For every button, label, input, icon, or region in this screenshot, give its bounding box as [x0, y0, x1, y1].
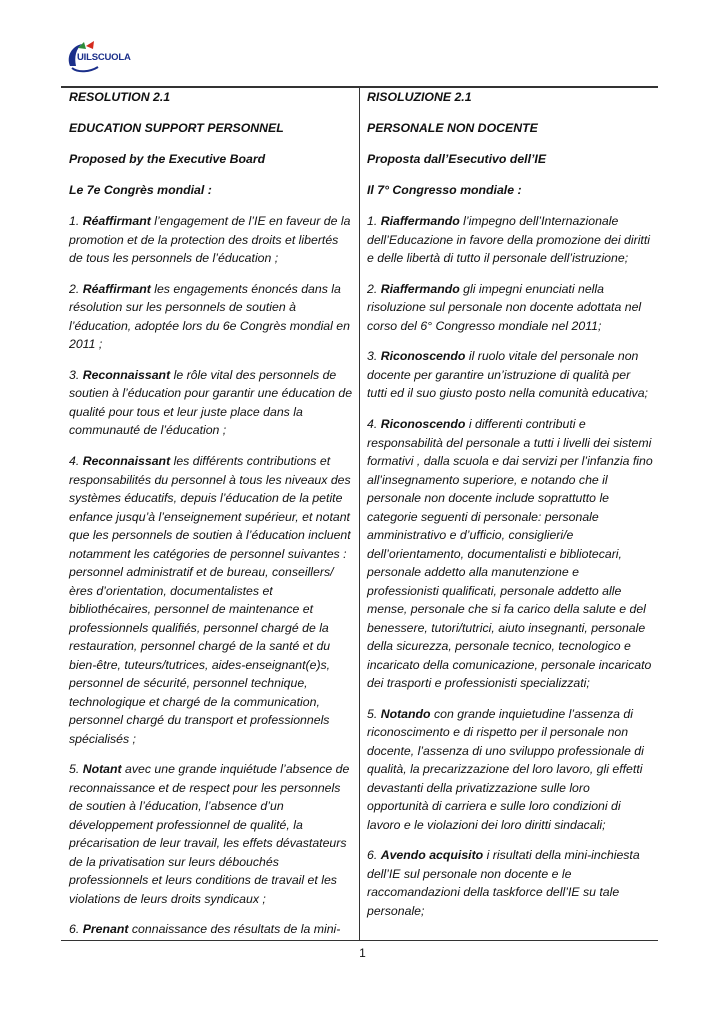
logo-text: UILSCUOLA	[77, 52, 131, 63]
italian-column	[367, 88, 653, 933]
congress-preamble: Il 7° Congresso mondiale :	[367, 183, 522, 197]
uilscuola-logo	[64, 40, 136, 74]
paragraph-6: 6. Avendo acquisito i risultati della mini-inchiesta dell’IE sul personale non docente e le raccomandazioni della taskforce dell’IE su tale personale;	[367, 848, 640, 918]
paragraph-2: 2. Réaffirmant les engagements énoncés dans la résolution sur les personnels de soutien à l’éducation, adoptée lors du 6e Congrès mondial en 2011 ;	[69, 281, 350, 352]
paragraph-4: 4. Reconnaissant les différents contributions et responsabilités du personnel à tous les niveaux des systèmes éducatifs, depuis l’éducation de la petite enfance jusqu’à l’enseignement supérieur, et notant que les personnels de soutien à l’éducation incluent notamment les catégories de personnel suivantes : personnel administratif et de bureau, conseillers/ères d’orientation, documentalistes et bibliothécaires, personnel de maintenance et professionnels qualifiés, personnel chargé de la restauration, personnel chargé de la santé et du bien-être, tuteurs/tutrices, aides-enseignant(e)s, personnel de sécurité, personnel technique, technologique et chargé de la communication, personnel chargé du transport et professionnels spécialisés ;	[69, 454, 351, 746]
resolution-number: RISOLUZIONE 2.1	[367, 90, 472, 104]
resolution-title: PERSONALE NON DOCENTE	[367, 121, 538, 135]
paragraph-1: 1. Réaffirmant l’engagement de l’IE en faveur de la promotion et de la protection des droits et libertés de tous les personnels de l’éducation ;	[69, 214, 351, 265]
resolution-proposer: Proposta dall’Esecutivo dell’IE	[367, 152, 547, 166]
resolution-title: EDUCATION SUPPORT PERSONNEL	[69, 121, 284, 135]
page-number: 1	[359, 946, 366, 960]
paragraph-1: 1. Riaffermando l’impegno dell’Internazionale dell’Educazione in favore della promozione dei diritti e delle libertà di tutto il personale dell’istruzione;	[367, 214, 650, 265]
paragraph-6: 6. Prenant connaissance des résultats de la mini-	[69, 922, 341, 937]
paragraph-4: 4. Riconoscendo i differenti contributi e responsabilità del personale a tutti i livelli dei sistemi formativi , dalla scuola e dai servizi per l’infanzia fino all’insegnamento superiore, e notando che il personale non docente include soprattutto le categorie seguenti di personale: personale amministrativo e d’ufficio, consiglieri/e dell’orientamento, documentalisti e bibliotecari, personale addetto alla manutenzione e professionisti qualificati, personale addetto alle mense, personale che si fa carico della salute e del benessere, tutori/tutrici, aiuto insegnanti, personale della sicurezza, personale tecnico, tecnologico e incaricato della comunicazione, personale incaricato dei trasporti e professionisti specializzati;	[367, 417, 653, 691]
paragraph-3: 3. Riconoscendo il ruolo vitale del personale non docente per garantire un’istruzione di qualità per tutti ed il suo giusto posto nella comunità educativa;	[367, 349, 648, 401]
french-column	[69, 88, 353, 951]
congress-preamble: Le 7e Congrès mondial :	[69, 183, 212, 197]
column-divider	[359, 86, 360, 941]
paragraph-5: 5. Notando con grande inquietudine l’assenza di riconoscimento e di rispetto per il personale non docente, l’assenza di uno sviluppo professionale di qualità, la precarizzazione del loro lavoro, gli effetti devastanti della privatizzazione sulle loro opportunità di carriera e sulle loro condizioni di lavoro e le violazioni dei loro diritti sindacali;	[367, 706, 644, 832]
paragraph-2: 2. Riaffermando gli impegni enunciati nella risoluzione sul personale non docente adottata nel corso del 6° Congresso mondiale nel 2011;	[367, 281, 642, 333]
paragraph-3: 3. Reconnaissant le rôle vital des personnels de soutien à l’éducation pour garantir une éducation de qualité pour tous et leur juste place dans la communauté de l’éducation ;	[69, 367, 353, 438]
paragraph-5: 5. Notant avec une grande inquiétude l’absence de reconnaissance et de respect pour les personnels de soutien à l’éducation, l’absence d’un développement professionnel de qualité, la précarisation de leur travail, les effets dévastateurs de la privatisation sur leurs débouchés professionnels et leurs conditions de travail et les violations de leurs droits syndicaux ;	[69, 762, 350, 906]
resolution-number: RESOLUTION 2.1	[69, 90, 171, 104]
resolution-proposer: Proposed by the Executive Board	[69, 152, 266, 166]
